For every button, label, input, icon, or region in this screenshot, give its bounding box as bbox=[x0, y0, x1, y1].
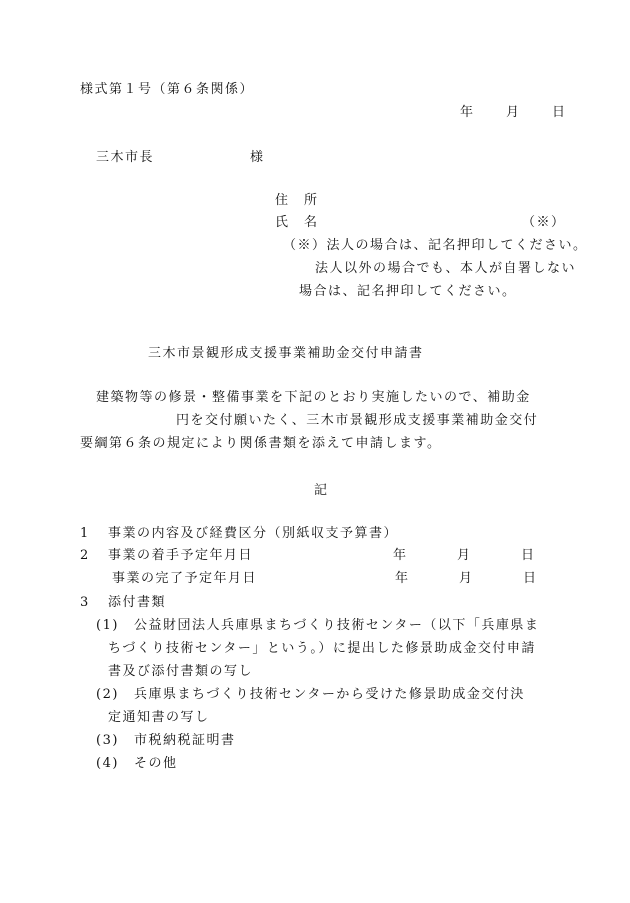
sub-item-3-number: (3) bbox=[96, 733, 119, 748]
item-2-start-month: 月 bbox=[457, 548, 472, 563]
item-2-start-year: 年 bbox=[393, 548, 408, 563]
sub-item-2-line-1 bbox=[96, 687, 525, 703]
name-label: 氏 名 bbox=[275, 215, 319, 230]
addressee-name: 三木市長 bbox=[96, 150, 155, 165]
body-line-2: 円を交付願いたく、三木市景観形成支援事業補助金交付 bbox=[176, 413, 539, 428]
item-3 bbox=[80, 595, 166, 611]
seal-note-2: 法人以外の場合でも、本人が自署しない bbox=[315, 261, 577, 276]
item-1-text: 事業の内容及び経費区分（別紙収支予算書） bbox=[108, 526, 399, 541]
seal-note-3: 場合は、記名押印してください。 bbox=[299, 284, 517, 299]
header-date-month: 月 bbox=[506, 105, 521, 120]
sub-item-1-line-3: 書及び添付書類の写し bbox=[108, 664, 254, 679]
sub-item-3-text: 市税納税証明書 bbox=[134, 733, 236, 748]
item-2-end-year: 年 bbox=[395, 571, 410, 586]
sub-item-3 bbox=[96, 733, 236, 749]
header-date-year: 年 bbox=[460, 105, 475, 120]
addressee-honorific: 様 bbox=[250, 150, 265, 165]
sub-item-1-text-1: 公益財団法人兵庫県まちづくり技術センター（以下「兵庫県ま bbox=[134, 618, 540, 633]
sub-item-2-number: (2) bbox=[96, 687, 119, 702]
item-3-number: 3 bbox=[80, 595, 90, 610]
ki-heading: 記 bbox=[314, 483, 329, 498]
item-2-start-label: 事業の着手予定年月日 bbox=[108, 548, 254, 563]
sub-item-1-line-1 bbox=[96, 618, 539, 634]
item-2-number: 2 bbox=[80, 548, 90, 563]
sub-item-4-number: (4) bbox=[96, 756, 119, 771]
sub-item-4 bbox=[96, 756, 178, 772]
sub-item-1-number: (1) bbox=[96, 618, 119, 633]
sub-item-1-line-2: ちづくり技術センター」という。）に提出した修景助成金交付申請 bbox=[108, 641, 536, 656]
header-date-day: 日 bbox=[552, 105, 567, 120]
item-3-title: 添付書類 bbox=[108, 595, 167, 610]
seal-note-1: （※）法人の場合は、記名押印してください。 bbox=[283, 238, 588, 253]
body-line-3: 要綱第６条の規定により関係書類を添えて申請します。 bbox=[80, 436, 442, 451]
item-2-end-label: 事業の完了予定年月日 bbox=[112, 571, 258, 586]
item-2-end-month: 月 bbox=[459, 571, 474, 586]
item-1-number: 1 bbox=[80, 526, 90, 541]
item-2-start-day: 日 bbox=[521, 548, 536, 563]
document-title: 三木市景観形成支援事業補助金交付申請書 bbox=[148, 346, 424, 361]
sub-item-2-text-1: 兵庫県まちづくり技術センターから受けた修景助成金交付決 bbox=[134, 687, 525, 702]
item-1 bbox=[80, 526, 398, 542]
sub-item-4-text: その他 bbox=[134, 756, 178, 771]
sub-item-2-line-2: 定通知書の写し bbox=[108, 710, 210, 725]
seal-mark: （※） bbox=[522, 215, 566, 230]
body-line-1: 建築物等の修景・整備事業を下記のとおり実施したいので、補助金 bbox=[96, 390, 531, 405]
address-label: 住 所 bbox=[275, 193, 319, 208]
item-2-end-day: 日 bbox=[523, 571, 538, 586]
item-2-start bbox=[80, 548, 253, 564]
form-number: 様式第１号（第６条関係） bbox=[80, 82, 255, 97]
